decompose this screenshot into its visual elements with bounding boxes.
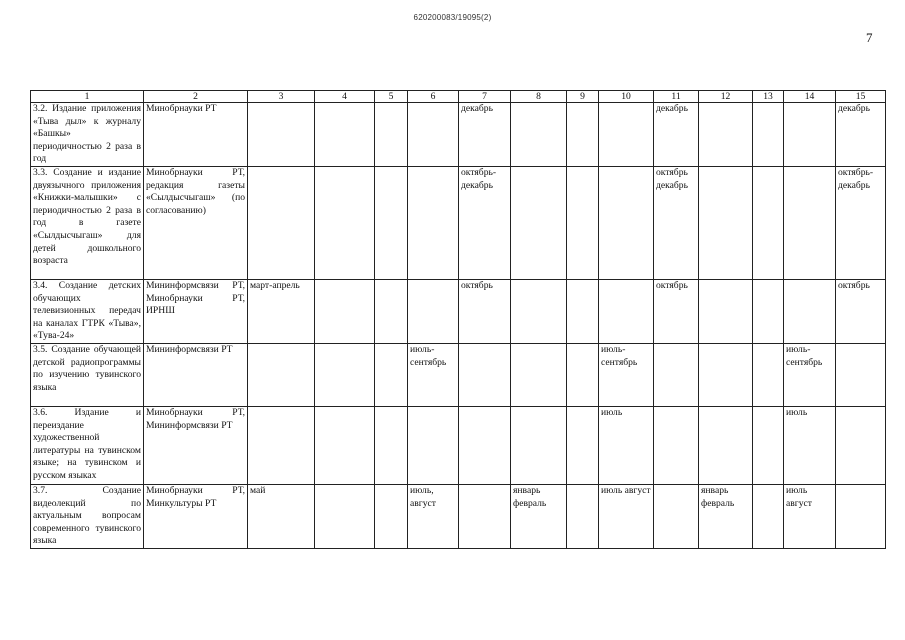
period-cell [784, 280, 836, 344]
column-header: 10 [599, 91, 654, 103]
period-cell [375, 167, 408, 280]
period-cell: май [248, 484, 315, 548]
period-cell [375, 406, 408, 484]
period-cell [511, 343, 567, 406]
period-cell [836, 343, 886, 406]
column-header: 3 [248, 91, 315, 103]
column-header: 1 [31, 91, 144, 103]
period-cell: октябрь [459, 280, 511, 344]
period-cell [567, 103, 599, 167]
period-cell: октябрь-декабрь [836, 167, 886, 280]
period-cell [753, 484, 784, 548]
period-cell: июль-сентябрь [784, 343, 836, 406]
responsible-cell: Минобрнауки РТ [144, 103, 248, 167]
period-cell [459, 343, 511, 406]
period-cell [567, 167, 599, 280]
period-cell: июль август [599, 484, 654, 548]
period-cell: декабрь [654, 103, 699, 167]
period-cell [315, 103, 375, 167]
period-cell: июль-сентябрь [408, 343, 459, 406]
period-cell [599, 103, 654, 167]
period-cell [654, 406, 699, 484]
period-cell: октябрь-декабрь [459, 167, 511, 280]
column-header: 4 [315, 91, 375, 103]
period-cell [599, 280, 654, 344]
period-cell [315, 406, 375, 484]
period-cell: июль [784, 406, 836, 484]
period-cell [699, 406, 753, 484]
column-header: 9 [567, 91, 599, 103]
period-cell [315, 167, 375, 280]
period-cell [408, 280, 459, 344]
column-header: 13 [753, 91, 784, 103]
period-cell [567, 484, 599, 548]
period-cell [753, 343, 784, 406]
period-cell [248, 103, 315, 167]
period-cell [699, 280, 753, 344]
period-cell [753, 280, 784, 344]
period-cell: январь февраль [511, 484, 567, 548]
task-cell: 3.6. Издание и переиздание художественной литературы на тувинском языке; на тувинском и русском языках [31, 406, 144, 484]
period-cell [753, 103, 784, 167]
period-cell [753, 167, 784, 280]
period-cell [315, 343, 375, 406]
table-row [31, 280, 886, 344]
responsible-cell: Мининформсвязи РТ, Минобрнауки РТ, ИРНШ [144, 280, 248, 344]
header-row [31, 91, 886, 103]
period-cell [511, 167, 567, 280]
period-cell [699, 167, 753, 280]
period-cell: март-апрель [248, 280, 315, 344]
column-header: 11 [654, 91, 699, 103]
table-row [31, 406, 886, 484]
task-cell: 3.3. Создание и издание двуязычного приложения «Книжки-малышки» с периодичностью 2 раза в год в газете «Сылдысчыгаш» для детей дошкольного возраста [31, 167, 144, 280]
period-cell [375, 484, 408, 548]
period-cell [699, 103, 753, 167]
period-cell: июль-сентябрь [599, 343, 654, 406]
task-cell: 3.7. Создание видеолекций по актуальным вопросам современного тувинского языка [31, 484, 144, 548]
table-row [31, 343, 886, 406]
period-cell [511, 103, 567, 167]
period-cell: декабрь [459, 103, 511, 167]
period-cell [248, 343, 315, 406]
period-cell [315, 280, 375, 344]
period-cell [699, 343, 753, 406]
period-cell: декабрь [836, 103, 886, 167]
period-cell [375, 343, 408, 406]
period-cell: июль, август [408, 484, 459, 548]
period-cell [567, 343, 599, 406]
period-cell [248, 167, 315, 280]
period-cell [567, 280, 599, 344]
period-cell [408, 406, 459, 484]
period-cell [784, 167, 836, 280]
column-header: 5 [375, 91, 408, 103]
page-number: 7 [866, 30, 873, 45]
task-cell: 3.4. Создание детских обучающих телевизионных передач на каналах ГТРК «Тыва», «Тува-24» [31, 280, 144, 344]
column-header: 2 [144, 91, 248, 103]
schedule-table [30, 90, 886, 549]
period-cell: январь февраль [699, 484, 753, 548]
period-cell [459, 406, 511, 484]
period-cell: октябрь декабрь [654, 167, 699, 280]
period-cell: июль [599, 406, 654, 484]
column-header: 15 [836, 91, 886, 103]
document-id: 620200083/19095(2) [413, 13, 492, 22]
responsible-cell: Минобрнауки РТ, Минкультуры РТ [144, 484, 248, 548]
responsible-cell: Минобрнауки РТ, редакция газеты «Сылдысчыгаш» (по согласованию) [144, 167, 248, 280]
period-cell [248, 406, 315, 484]
period-cell [375, 103, 408, 167]
period-cell [654, 484, 699, 548]
column-header: 7 [459, 91, 511, 103]
period-cell: октябрь [654, 280, 699, 344]
period-cell [654, 343, 699, 406]
column-header: 12 [699, 91, 753, 103]
table-row [31, 484, 886, 548]
period-cell [784, 103, 836, 167]
period-cell [408, 103, 459, 167]
column-header: 14 [784, 91, 836, 103]
period-cell [408, 167, 459, 280]
period-cell: июль август [784, 484, 836, 548]
period-cell [836, 406, 886, 484]
period-cell [375, 280, 408, 344]
task-cell: 3.2. Издание приложения «Тыва дыл» к журналу «Башкы» периодичностью 2 раза в год [31, 103, 144, 167]
responsible-cell: Минобрнауки РТ, Мининформсвязи РТ [144, 406, 248, 484]
period-cell [511, 280, 567, 344]
column-header: 6 [408, 91, 459, 103]
task-cell: 3.5. Создание обучающей детской радиопрограммы по изучению тувинского языка [31, 343, 144, 406]
period-cell [599, 167, 654, 280]
column-header: 8 [511, 91, 567, 103]
period-cell [753, 406, 784, 484]
period-cell [567, 406, 599, 484]
period-cell [315, 484, 375, 548]
period-cell [459, 484, 511, 548]
period-cell: октябрь [836, 280, 886, 344]
period-cell [511, 406, 567, 484]
period-cell [836, 484, 886, 548]
table-row [31, 103, 886, 167]
responsible-cell: Мининформсвязи РТ [144, 343, 248, 406]
table-row [31, 167, 886, 280]
